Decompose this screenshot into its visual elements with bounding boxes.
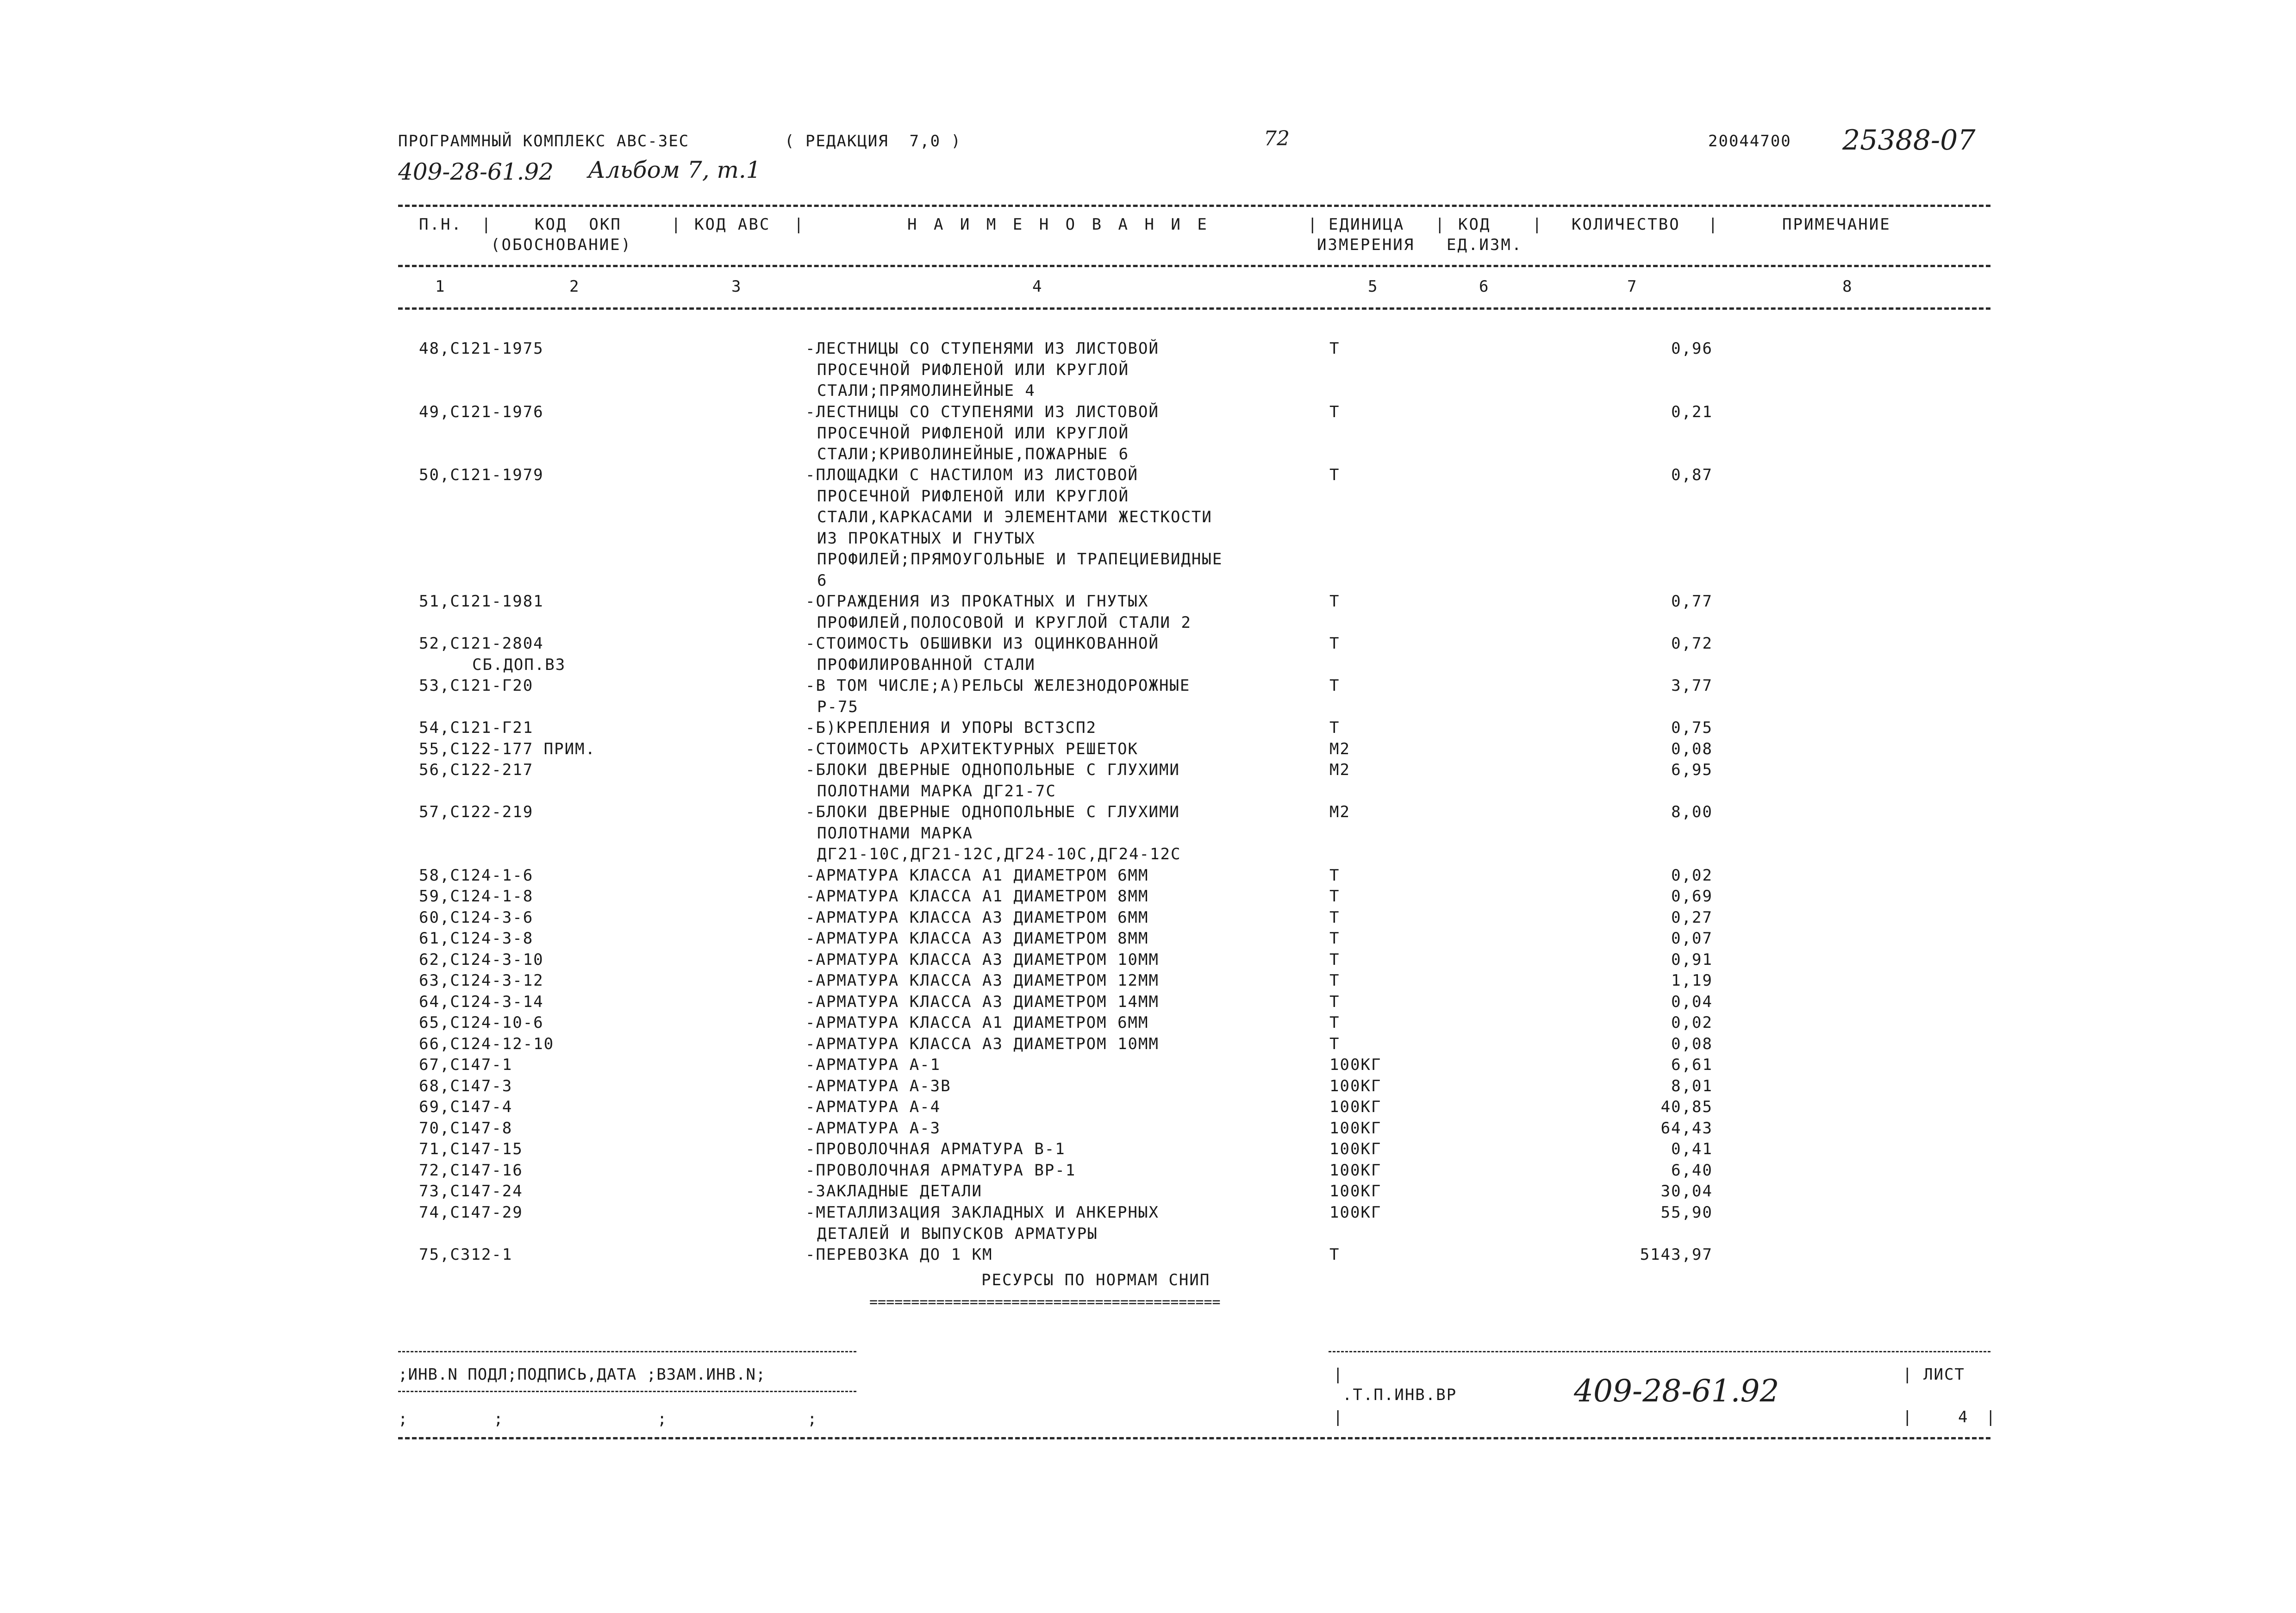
col-number-8: 8 [1842,277,1853,296]
row-name-line: -АРМАТУРА А-4 [805,1098,941,1116]
row-name-line: -ПРОВОЛОЧНАЯ АРМАТУРА В-1 [805,1140,1066,1158]
row-quantity: 40,85 [1660,1098,1713,1116]
row-name-line: -АРМАТУРА КЛАССА А3 ДИАМЕТРОМ 6ММ [805,908,1149,927]
col-header-name: Н А И М Е Н О В А Н И Е [907,215,1210,234]
footer-tp-label: .Т.П.ИНВ.ВР [1342,1386,1457,1404]
col-header-unit-code-2: ЕД.ИЗМ. [1447,236,1523,254]
row-name-line: -АРМАТУРА А-1 [805,1056,941,1074]
row-unit: 100КГ [1329,1077,1382,1095]
row-quantity: 8,00 [1671,803,1713,821]
row-unit: 100КГ [1329,1161,1382,1180]
row-code: 64,С124-3-14 [419,993,544,1011]
col-header-note: ПРИМЕЧАНИЕ [1782,215,1891,234]
row-code: 72,С147-16 [419,1161,523,1180]
col-header-unit-code: КОД [1458,215,1491,234]
row-unit: Т [1329,1013,1340,1032]
row-quantity: 1,19 [1671,971,1713,990]
row-unit: 100КГ [1329,1056,1382,1074]
row-name-line: ПРОФИЛЕЙ,ПОЛОСОВОЙ И КРУГЛОЙ СТАЛИ 2 [817,613,1192,632]
summary-title: РЕСУРСЫ ПО НОРМАМ СНИП [981,1271,1210,1289]
row-quantity: 0,04 [1671,993,1713,1011]
row-unit: Т [1329,339,1340,358]
table-row [0,1244,2296,1265]
row-name-line: ДЕТАЛЕЙ И ВЫПУСКОВ АРМАТУРЫ [817,1225,1098,1243]
col-number-2: 2 [569,277,580,296]
row-quantity: 0,21 [1671,403,1713,421]
row-name-line: ИЗ ПРОКАТНЫХ И ГНУТЫХ [817,529,1036,548]
row-unit: Т [1329,466,1340,484]
row-unit: Т [1329,929,1340,948]
row-unit: Т [1329,634,1340,653]
table-row [0,338,2296,401]
row-quantity: 6,61 [1671,1056,1713,1074]
table-row [0,949,2296,970]
row-quantity: 8,01 [1671,1077,1713,1095]
row-code-note: СБ.ДОП.В3 [472,655,566,674]
row-code: 61,С124-3-8 [419,929,534,948]
row-quantity: 0,27 [1671,908,1713,927]
col-number-6: 6 [1479,277,1490,296]
table-row [0,1181,2296,1202]
row-code: 66,С124-12-10 [419,1035,555,1053]
row-quantity: 55,90 [1660,1203,1713,1222]
row-quantity: 0,91 [1671,950,1713,969]
row-name-line: -ЛЕСТНИЦЫ СО СТУПЕНЯМИ ИЗ ЛИСТОВОЙ [805,339,1159,358]
row-code: 71,С147-15 [419,1140,523,1158]
row-name-line: ПРОСЕЧНОЙ РИФЛЕНОЙ ИЛИ КРУГЛОЙ [817,361,1129,379]
row-quantity: 0,41 [1671,1140,1713,1158]
row-unit: 100КГ [1329,1098,1382,1116]
row-code: 63,С124-3-12 [419,971,544,990]
row-unit: Т [1329,971,1340,990]
row-code: 55,С122-177 ПРИМ. [419,740,596,758]
table-row [0,401,2296,465]
row-unit: 100КГ [1329,1140,1382,1158]
footer-sheet-label: ЛИСТ [1923,1365,1965,1384]
table-row [0,633,2296,675]
table-row [0,738,2296,760]
row-quantity: 0,02 [1671,866,1713,885]
row-code: 48,С121-1975 [419,339,544,358]
row-name-line: -ПЕРЕВОЗКА ДО 1 КМ [805,1245,993,1264]
header-separators: | [481,215,492,234]
row-code: 54,С121-Г21 [419,719,534,737]
row-name-line: -АРМАТУРА КЛАССА А3 ДИАМЕТРОМ 8ММ [805,929,1149,948]
page-number: 72 [1264,127,1290,150]
table-row [0,970,2296,991]
row-quantity: 0,07 [1671,929,1713,948]
table-row [0,1096,2296,1118]
row-quantity: 5143,97 [1640,1245,1713,1264]
document-number-handwritten: 25388-07 [1842,124,1976,156]
row-name-line: -БЛОКИ ДВЕРНЫЕ ОДНОПОЛЬНЫЕ С ГЛУХИМИ [805,761,1180,779]
row-code: 67,С147-1 [419,1056,513,1074]
row-code: 51,С121-1981 [419,592,544,611]
row-quantity: 6,95 [1671,761,1713,779]
row-name-line: -АРМАТУРА А-3 [805,1119,941,1138]
row-quantity: 30,04 [1660,1182,1713,1200]
row-name-line: -БЛОКИ ДВЕРНЫЕ ОДНОПОЛЬНЫЕ С ГЛУХИМИ [805,803,1180,821]
row-code: 73,С147-24 [419,1182,523,1200]
col-header-basis: (ОБОСНОВАНИЕ) [491,236,632,254]
row-quantity: 0,08 [1671,740,1713,758]
row-code: 50,С121-1979 [419,466,544,484]
row-unit: Т [1329,950,1340,969]
row-name-line: -АРМАТУРА КЛАССА А1 ДИАМЕТРОМ 8ММ [805,887,1149,906]
col-number-1: 1 [435,277,446,296]
row-quantity: 6,40 [1671,1161,1713,1180]
row-quantity: 0,87 [1671,466,1713,484]
row-unit: М2 [1329,740,1350,758]
project-number-handwritten: 409-28-61.92 [398,158,554,185]
row-quantity: 0,96 [1671,339,1713,358]
row-code: 65,С124-10-6 [419,1013,544,1032]
col-header-abc-code: КОД АВС [694,215,771,234]
table-row [0,907,2296,928]
table-row [0,1160,2296,1181]
table-row [0,1075,2296,1097]
row-name-line: ПРОСЕЧНОЙ РИФЛЕНОЙ ИЛИ КРУГЛОЙ [817,487,1129,506]
row-name-line: -ПЛОЩАДКИ С НАСТИЛОМ ИЗ ЛИСТОВОЙ [805,466,1139,484]
row-code: 75,С312-1 [419,1245,513,1264]
row-unit: Т [1329,719,1340,737]
row-quantity: 0,08 [1671,1035,1713,1053]
row-quantity: 0,69 [1671,887,1713,906]
rule-top [398,205,1990,207]
row-unit: Т [1329,887,1340,906]
row-name-line: СТАЛИ;ПРЯМОЛИНЕЙНЫЕ 4 [817,381,1036,400]
row-name-line: -ОГРАЖДЕНИЯ ИЗ ПРОКАТНЫХ И ГНУТЫХ [805,592,1149,611]
row-name-line: ПОЛОТНАМИ МАРКА [817,824,973,843]
row-code: 56,С122-217 [419,761,534,779]
col-header-row-no: П.Н. [419,215,462,234]
row-unit: Т [1329,1245,1340,1264]
row-quantity: 3,77 [1671,676,1713,695]
row-name-line: СТАЛИ;КРИВОЛИНЕЙНЫЕ,ПОЖАРНЫЕ 6 [817,445,1129,463]
row-unit: Т [1329,908,1340,927]
table-row [0,1012,2296,1033]
table-row [0,1138,2296,1160]
row-code: 69,С147-4 [419,1098,513,1116]
edition-label: ( РЕДАКЦИЯ 7,0 ) [785,132,961,150]
row-name-line: -АРМАТУРА КЛАССА А1 ДИАМЕТРОМ 6ММ [805,1013,1149,1032]
footer-project-number-handwritten: 409-28-61.92 [1574,1373,1779,1409]
table-row [0,591,2296,633]
row-name-line: -В ТОМ ЧИСЛЕ;А)РЕЛЬСЫ ЖЕЛЕЗНОДОРОЖНЫЕ [805,676,1191,695]
rule-header-mid [398,265,1990,267]
row-unit: Т [1329,403,1340,421]
row-quantity: 64,43 [1660,1119,1713,1138]
row-name-line: Р-75 [817,698,859,716]
footer-rule-left-mid [398,1391,856,1392]
row-name-line: -АРМАТУРА КЛАССА А3 ДИАМЕТРОМ 14ММ [805,993,1159,1011]
row-unit: Т [1329,993,1340,1011]
row-unit: 100КГ [1329,1119,1382,1138]
album-note-handwritten: Альбом 7, т.1 [588,156,761,183]
footer-rule-left-top [398,1351,856,1352]
row-code: 74,С147-29 [419,1203,523,1222]
row-unit: М2 [1329,803,1350,821]
document-code: 20044700 [1708,132,1791,150]
footer-sheet-number: 4 [1958,1408,1969,1426]
document-page: ПРОГРАММНЫЙ КОМПЛЕКС АВС-3ЕС ( РЕДАКЦИЯ 7,0 ) 72 20044700 25388-07 409-28-61.92 Альбом 7, т.1 П.Н. КОД ОКП (ОБОСНОВАНИЕ) КОД АВС Н А И М Е Н О В А Н И Е ЕДИНИЦА ИЗМЕРЕНИЯ КОД ЕД.ИЗМ. КОЛИЧЕСТВО ПРИМЕЧАНИЕ | | | | | | | 1 2 3 4 5 6 7 8 48,С121-1975 -ЛЕСТНИЦЫ СО СТУПЕНЯМИ ИЗ ЛИСТОВОЙ ПРОСЕЧНОЙ РИФЛЕНОЙ ИЛИ КРУГЛОЙ СТАЛИ;ПРЯМОЛИНЕЙНЫЕ 4 Т 0,96 49,С121-1976 -ЛЕСТНИЦЫ СО СТУПЕНЯМИ ИЗ ЛИСТОВОЙ ПРОСЕЧНОЙ РИФЛЕНОЙ ИЛИ КРУГЛОЙ СТАЛИ;КРИВОЛИНЕЙНЫЕ,ПОЖАРНЫЕ 6 Т 0,21 50,С121-1979 -ПЛОЩАДКИ С НАСТИЛОМ ИЗ ЛИСТОВОЙ ПРОСЕЧНОЙ РИФЛЕНОЙ ИЛИ КРУГЛОЙ СТАЛИ,КАРКАСАМИ И ЭЛЕМЕНТАМИ ЖЕСТКОСТИ ИЗ ПРОКАТНЫХ И ГНУТЫХ ПРОФИЛЕЙ;ПРЯМОУГОЛЬНЫЕ И ТРАПЕЦИЕВИДНЫЕ 6 Т 0,87 51,С121-1981 -ОГРАЖДЕНИЯ ИЗ ПРОКАТНЫХ И ГНУТЫХ ПРОФИЛЕЙ,ПОЛОСОВОЙ И КРУГЛОЙ СТАЛИ 2 Т 0,77 52,С121-2804 СБ.ДОП.В3 -СТОИМОСТЬ ОБШИВКИ ИЗ ОЦИНКОВАННОЙ ПРОФИЛИРОВАННОЙ СТАЛИ Т 0,72 53,С121-Г20 -В ТОМ ЧИСЛЕ;А)РЕЛЬСЫ ЖЕЛЕЗНОДОРОЖНЫЕ Р-75 Т 3,77 54,С121-Г21 -Б)КРЕПЛЕНИЯ И УПОРЫ ВСТ3СП2 Т 0,75 55,С122-177 ПРИМ. -СТОИМОСТЬ АРХИТЕКТУРНЫХ РЕШЕТОК М2 0,08 56,С122-217 -БЛОКИ ДВЕРНЫЕ ОДНОПОЛЬНЫЕ С ГЛУХИМИ ПОЛОТНАМИ МАРКА ДГ21-7С М2 6,95 57,С122-219 -БЛОКИ ДВЕРНЫЕ ОДНОПОЛЬНЫЕ С ГЛУХИМИ ПОЛОТНАМИ МАРКА ДГ21-10С,ДГ21-12С,ДГ24-10С,ДГ24-12С М2 8,00 58,С124-1-6 -АРМАТУРА КЛАССА А1 ДИАМЕТРОМ 6ММ Т 0,02 59,С124-1-8 -АРМАТУРА КЛАССА А1 ДИАМЕТРОМ 8ММ Т 0,69 60,С124-3-6 -АРМАТУРА КЛАССА А3 ДИАМЕТРОМ 6ММ Т 0,27 61,С124-3-8 -АРМАТУРА КЛАССА А3 ДИАМЕТРОМ 8ММ Т 0,07 62,С124-3-10 -АРМАТУРА КЛАССА А3 ДИАМЕТРОМ 10ММ Т 0,91 63,С124-3-12 -АРМАТУРА КЛАССА А3 ДИАМЕТРОМ 12ММ Т 1,19 64,С124-3-14 -АРМАТУРА КЛАССА А3 ДИАМЕТРОМ 14ММ Т 0,04 65,С124-10-6 -АРМАТУРА КЛАССА А1 ДИАМЕТРОМ 6ММ Т 0,02 66,С124-12-10 -АРМАТУРА КЛАССА А3 ДИАМЕТРОМ 10ММ Т 0,08 67,С147-1 -АРМАТУРА А-1 100КГ 6,61 68,С147-3 -АРМАТУРА А-3В 100КГ 8,01 69,С147-4 -АРМАТУРА А-4 100КГ 40,85 70,С147-8 -АРМАТУРА А-3 100КГ 64,43 71,С147-15 -ПРОВОЛОЧНАЯ АРМАТУРА В-1 100КГ 0,41 72,С147-16 -ПРОВОЛОЧНАЯ АРМАТУРА ВР-1 100КГ 6,40 73,С147-24 -ЗАКЛАДНЫЕ ДЕТАЛИ 100КГ 30,04 74,С147-29 -МЕТАЛЛИЗАЦИЯ ЗАКЛАДНЫХ И АНКЕРНЫХ ДЕТАЛЕЙ И ВЫПУСКОВ АРМАТУРЫ 100КГ 55,90 75,С312-1 -ПЕРЕВОЗКА ДО 1 КМ Т 5143,97 РЕСУРСЫ ПО НОРМАМ СНИП ========================================== ;ИНВ.N ПОДЛ;ПОДПИСЬ,ДАТА ;ВЗАМ.ИНВ.N; ; ; ; ; .Т.П.ИНВ.ВР 409-28-61.92 ЛИСТ 4 | | | | | [0,0,2296,1613]
table-row [0,464,2296,591]
program-title: ПРОГРАММНЫЙ КОМПЛЕКС АВС-3ЕС [398,132,690,150]
row-unit: Т [1329,592,1340,611]
row-quantity: 0,02 [1671,1013,1713,1032]
col-number-4: 4 [1032,277,1043,296]
col-number-5: 5 [1368,277,1379,296]
footer-rule-bottom [398,1437,1990,1439]
row-name-line: -МЕТАЛЛИЗАЦИЯ ЗАКЛАДНЫХ И АНКЕРНЫХ [805,1203,1159,1222]
row-code: 52,С121-2804 [419,634,544,653]
row-unit: Т [1329,866,1340,885]
row-name-line: ПОЛОТНАМИ МАРКА ДГ21-7С [817,782,1056,800]
col-number-7: 7 [1627,277,1638,296]
row-quantity: 0,75 [1671,719,1713,737]
row-name-line: ПРОСЕЧНОЙ РИФЛЕНОЙ ИЛИ КРУГЛОЙ [817,424,1129,443]
row-name-line: -СТОИМОСТЬ АРХИТЕКТУРНЫХ РЕШЕТОК [805,740,1139,758]
row-name-line: -АРМАТУРА КЛАССА А1 ДИАМЕТРОМ 6ММ [805,866,1149,885]
footer-stamp-labels: ;ИНВ.N ПОДЛ;ПОДПИСЬ,ДАТА ;ВЗАМ.ИНВ.N; [398,1365,766,1384]
table-row [0,801,2296,865]
col-header-code: КОД ОКП [535,215,622,234]
row-name-line: -ЗАКЛАДНЫЕ ДЕТАЛИ [805,1182,982,1200]
row-name-line: -АРМАТУРА А-3В [805,1077,951,1095]
row-unit: М2 [1329,761,1350,779]
row-code: 58,С124-1-6 [419,866,534,885]
row-name-line: -Б)КРЕПЛЕНИЯ И УПОРЫ ВСТ3СП2 [805,719,1097,737]
row-code: 68,С147-3 [419,1077,513,1095]
row-code: 70,С147-8 [419,1119,513,1138]
row-code: 59,С124-1-8 [419,887,534,906]
footer-stamp-blank: ; ; ; ; [398,1410,821,1428]
rule-header-bottom [398,307,1990,310]
table-row [0,991,2296,1013]
table-row [0,1118,2296,1139]
row-code: 60,С124-3-6 [419,908,534,927]
footer-sheet-frame: | [1903,1365,1913,1384]
row-quantity: 0,72 [1671,634,1713,653]
table-row [0,1054,2296,1075]
row-code: 57,С122-219 [419,803,534,821]
row-unit: 100КГ [1329,1182,1382,1200]
table-row [0,1033,2296,1055]
row-name-line: СТАЛИ,КАРКАСАМИ И ЭЛЕМЕНТАМИ ЖЕСТКОСТИ [817,508,1212,526]
row-name-line: -ПРОВОЛОЧНАЯ АРМАТУРА ВР-1 [805,1161,1076,1180]
col-number-3: 3 [731,277,742,296]
table-row [0,717,2296,738]
row-unit: Т [1329,676,1340,695]
row-name-line: ПРОФИЛИРОВАННОЙ СТАЛИ [817,656,1036,674]
table-row [0,675,2296,717]
row-name-line: ПРОФИЛЕЙ;ПРЯМОУГОЛЬНЫЕ И ТРАПЕЦИЕВИДНЫЕ [817,550,1223,569]
col-header-unit: ЕДИНИЦА [1329,215,1405,234]
row-code: 53,С121-Г20 [419,676,534,695]
row-name-line: -СТОИМОСТЬ ОБШИВКИ ИЗ ОЦИНКОВАННОЙ [805,634,1159,653]
row-quantity: 0,77 [1671,592,1713,611]
row-name-line: -АРМАТУРА КЛАССА А3 ДИАМЕТРОМ 10ММ [805,950,1159,969]
table-row [0,759,2296,801]
row-code: 62,С124-3-10 [419,950,544,969]
row-code: 49,С121-1976 [419,403,544,421]
row-name-line: ДГ21-10С,ДГ21-12С,ДГ24-10С,ДГ24-12С [817,845,1181,863]
row-name-line: -ЛЕСТНИЦЫ СО СТУПЕНЯМИ ИЗ ЛИСТОВОЙ [805,403,1159,421]
row-unit: Т [1329,1035,1340,1053]
table-row [0,928,2296,949]
row-name-line: -АРМАТУРА КЛАССА А3 ДИАМЕТРОМ 10ММ [805,1035,1159,1053]
row-name-line: -АРМАТУРА КЛАССА А3 ДИАМЕТРОМ 12ММ [805,971,1159,990]
table-row [0,1202,2296,1244]
summary-underline: ========================================== [869,1294,1221,1310]
row-unit: 100КГ [1329,1203,1382,1222]
col-header-quantity: КОЛИЧЕСТВО [1572,215,1680,234]
row-name-line: 6 [817,571,828,590]
col-header-unit-2: ИЗМЕРЕНИЯ [1317,236,1415,254]
table-row [0,865,2296,886]
table-row [0,886,2296,907]
footer-rule-right-top [1329,1351,1990,1352]
